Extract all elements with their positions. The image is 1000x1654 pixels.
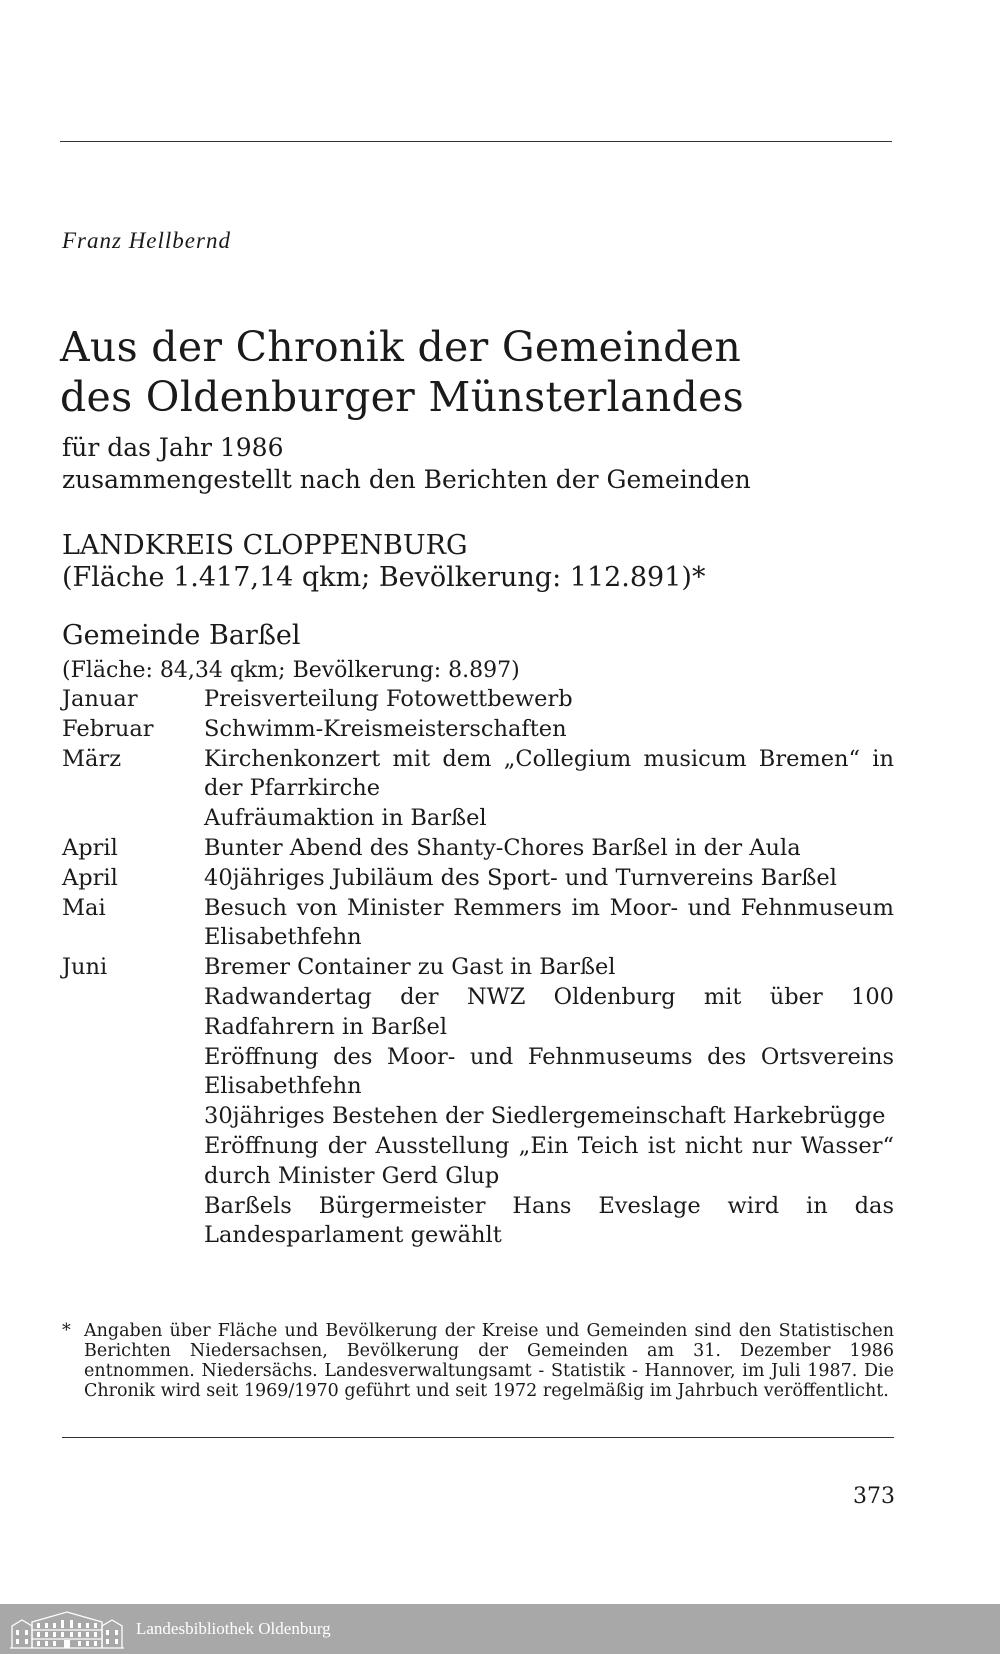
footnote-marker: * bbox=[62, 1321, 71, 1341]
entry-text: Schwimm-Kreismeisterschaften bbox=[204, 715, 567, 742]
page-number: 373 bbox=[853, 1484, 895, 1509]
chronicle-entry bbox=[62, 1043, 894, 1103]
entry-text: Preisverteilung Fotowettbewerb bbox=[204, 686, 573, 712]
page-title bbox=[60, 322, 744, 422]
entry-text: 30jähriges Bestehen der Siedlergemeinschaft Harkebrügge bbox=[204, 1103, 886, 1130]
landkreis-heading bbox=[62, 530, 705, 594]
entry-text: Besuch von Minister Remmers im Moor- und Fehnmuseum Elisabethfehn bbox=[204, 894, 894, 951]
chronicle-entry bbox=[62, 894, 894, 954]
entry-month: April bbox=[62, 864, 118, 891]
chronicle-entry bbox=[62, 1132, 894, 1192]
subtitle-line-1: für das Jahr 1986 bbox=[62, 433, 284, 462]
chronicle-entry bbox=[62, 685, 894, 715]
entry-month bbox=[62, 983, 204, 1043]
chronicle-entry bbox=[62, 745, 894, 805]
library-name: Landesbibliothek Oldenburg bbox=[136, 1619, 331, 1638]
footnote-text: Angaben über Fläche und Bevölkerung der Kreise und Gemeinden sind den Statistischen Berichten Niedersachsen, Bevölkerung der Gemeinden am 31. Dezember 1986 entnommen. Niedersächs. Landesverwaltungsamt - Statistik - Hannover, im Juli 1987. Die Chronik wird seit 1969/1970 geführt und seit 1972 regelmäßig im Jahrbuch veröffentlicht. bbox=[84, 1321, 894, 1401]
library-building-logo bbox=[8, 1608, 126, 1650]
entry-month: Februar bbox=[62, 715, 154, 742]
entry-text: Eröffnung des Moor- und Fehnmuseums des Ortsvereins Elisabethfehn bbox=[204, 1043, 894, 1100]
gemeinde-info: (Fläche: 84,34 qkm; Bevölkerung: 8.897) bbox=[62, 658, 520, 683]
footnote-rule bbox=[62, 1437, 894, 1438]
entry-text: 40jähriges Jubiläum des Sport- und Turnvereins Barßel bbox=[204, 864, 837, 891]
entry-text: Aufräumaktion in Barßel bbox=[204, 805, 487, 832]
entry-text: Kirchenkonzert mit dem „Collegium musicum Bremen“ in der Pfarrkirche bbox=[204, 745, 894, 802]
entry-month bbox=[62, 804, 204, 834]
top-rule bbox=[60, 141, 892, 142]
entry-month: Mai bbox=[62, 894, 106, 921]
entry-text: Bremer Container zu Gast in Barßel bbox=[204, 954, 616, 981]
landkreis-name: LANDKREIS CLOPPENBURG bbox=[62, 530, 468, 561]
title-line-1: Aus der Chronik der Gemeinden bbox=[60, 323, 742, 371]
chronicle-entry bbox=[62, 953, 894, 983]
chronicle-entry bbox=[62, 864, 894, 894]
entry-month bbox=[62, 1043, 204, 1103]
chronicle-entry bbox=[62, 715, 894, 745]
entry-month: Juni bbox=[62, 954, 108, 981]
entry-month bbox=[62, 1102, 204, 1132]
chronicle-entries bbox=[62, 685, 894, 1251]
chronicle-entry bbox=[62, 1192, 894, 1252]
entry-text: Bunter Abend des Shanty-Chores Barßel in der Aula bbox=[204, 834, 801, 861]
entry-month: März bbox=[62, 745, 122, 772]
entry-text: Radwandertag der NWZ Oldenburg mit über 100 Radfahrern in Barßel bbox=[204, 983, 894, 1040]
chronicle-entry bbox=[62, 1102, 894, 1132]
footnote bbox=[62, 1321, 894, 1401]
chronicle-entry bbox=[62, 804, 894, 834]
subtitle-line-2: zusammengestellt nach den Berichten der Gemeinden bbox=[62, 465, 751, 494]
chronicle-entry bbox=[62, 834, 894, 864]
entry-month: Januar bbox=[62, 686, 138, 712]
entry-text: Barßels Bürgermeister Hans Eveslage wird in das Landesparlament gewählt bbox=[204, 1192, 894, 1249]
entry-month bbox=[62, 1132, 204, 1192]
title-line-2: des Oldenburger Münsterlandes bbox=[60, 373, 744, 421]
landkreis-info: (Fläche 1.417,14 qkm; Bevölkerung: 112.891)* bbox=[62, 562, 706, 593]
entry-text: Eröffnung der Ausstellung „Ein Teich ist nicht nur Wasser“ durch Minister Gerd Glup bbox=[204, 1132, 894, 1189]
subtitle bbox=[62, 432, 751, 496]
entry-month bbox=[62, 1192, 204, 1252]
library-footer-bar bbox=[0, 1604, 1000, 1654]
chronicle-entry bbox=[62, 983, 894, 1043]
entry-month: April bbox=[62, 834, 118, 861]
author-name: Franz Hellbernd bbox=[62, 228, 231, 253]
gemeinde-name: Gemeinde Barßel bbox=[62, 620, 301, 651]
